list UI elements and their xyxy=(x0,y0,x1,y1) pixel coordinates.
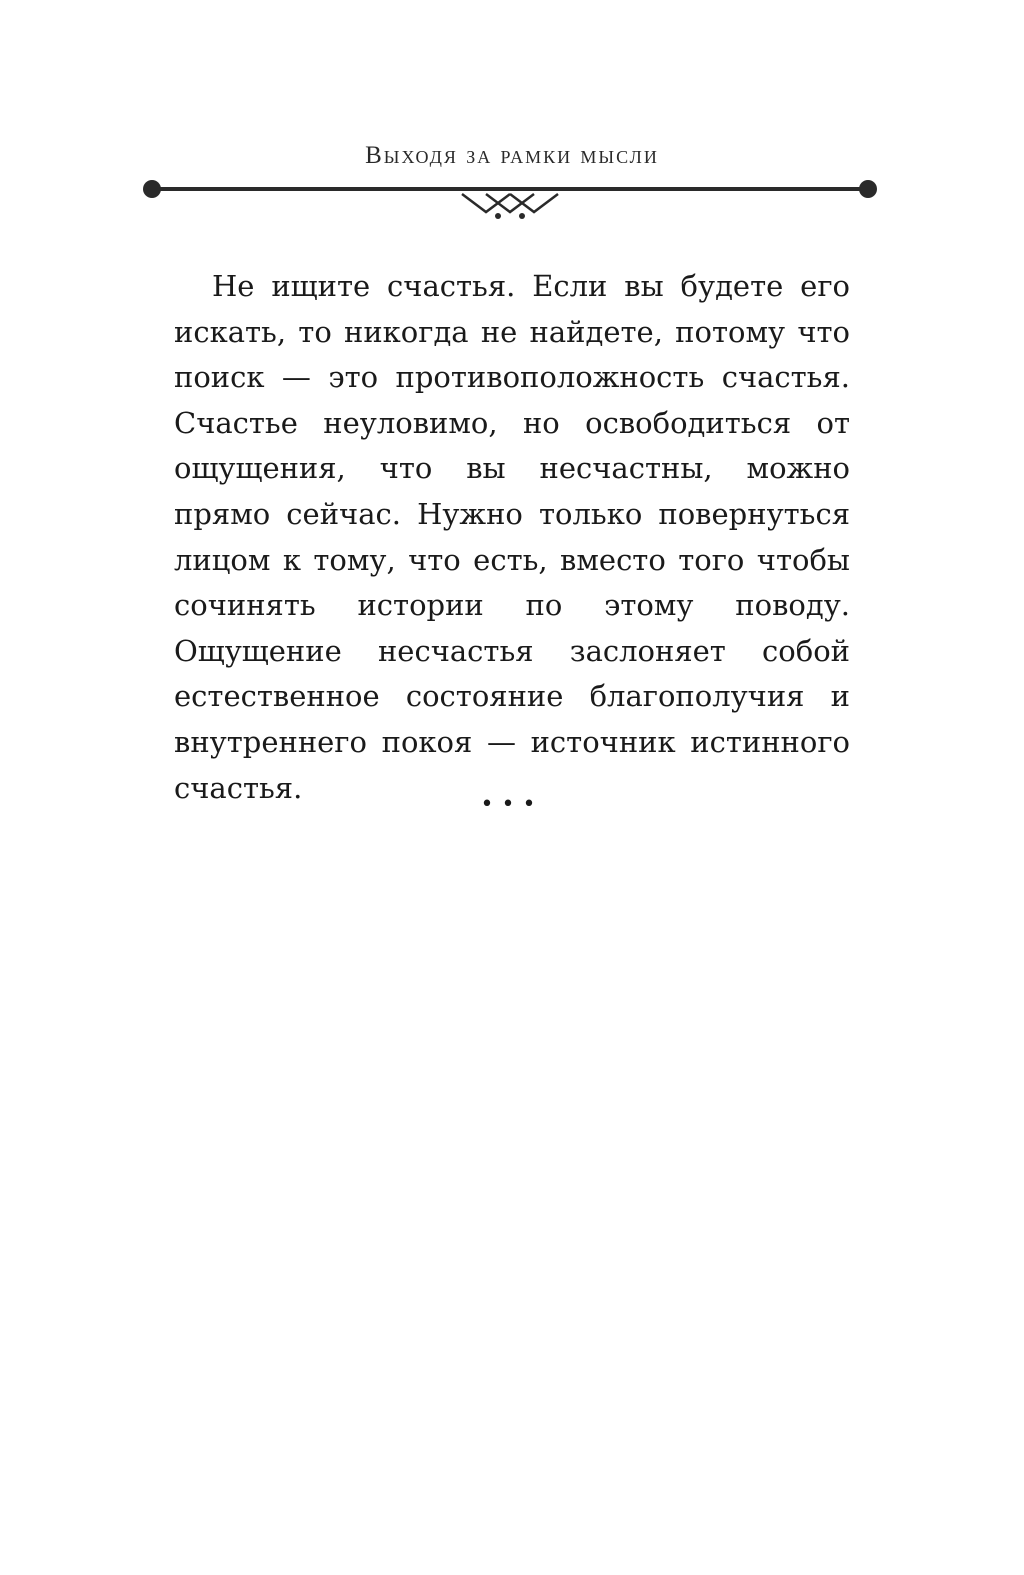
body-paragraph: Не ищите счастья. Если вы будете его искать, то никогда не найдете, потому что поиск — это противоположность счастья. Счастье неуловимо, но освободиться от ощущения, что вы несчастны, можно прямо сейчас. Нужно только повернуться лицом к тому, что есть, вместо того чтобы сочинять истории по этому поводу. Ощущение несчастья заслоняет собой естественное состояние благополучия и внутреннего покоя — источник истинного счастья. xyxy=(174,269,850,805)
running-header-title: Выходя за рамки мысли xyxy=(365,142,659,169)
section-break-dots: ••• xyxy=(480,792,544,817)
decorative-rule-icon xyxy=(138,172,882,222)
